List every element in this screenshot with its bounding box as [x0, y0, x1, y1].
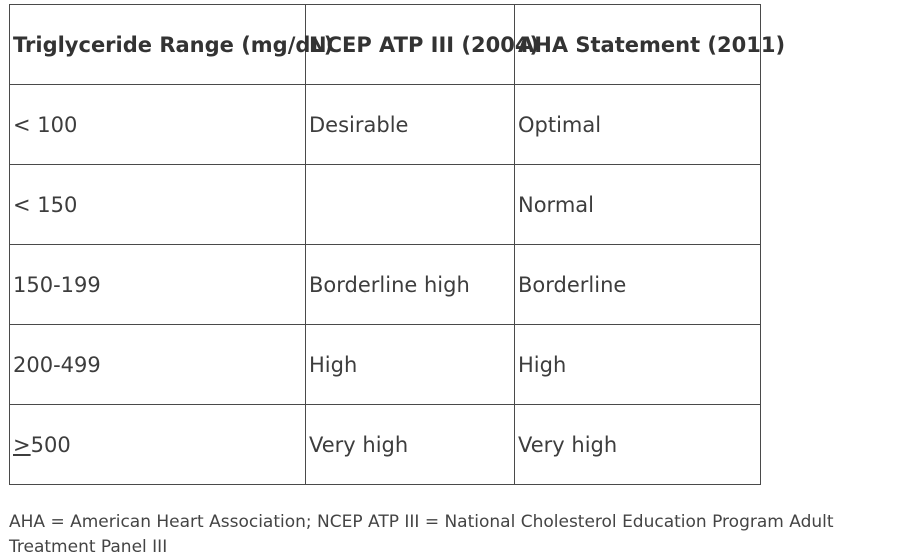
table-row — [10, 245, 761, 325]
cell-range: < 100 — [10, 85, 306, 165]
table-row — [10, 325, 761, 405]
cell-ncep: Desirable — [306, 85, 515, 165]
cell-range-value: 500 — [30, 432, 71, 457]
cell-aha: Normal — [515, 165, 761, 245]
cell-ncep: Borderline high — [306, 245, 515, 325]
table-row — [10, 85, 761, 165]
cell-aha: Borderline — [515, 245, 761, 325]
cell-range: 200-499 — [10, 325, 306, 405]
table-header-row — [10, 5, 761, 85]
cell-range — [10, 405, 306, 485]
header-triglyceride-range: Triglyceride Range (mg/dL) — [10, 5, 306, 85]
table-footnote: AHA = American Heart Association; NCEP ATP III = National Cholesterol Education Program Adult Treatment Panel III — [9, 512, 834, 557]
cell-range: < 150 — [10, 165, 306, 245]
table-row — [10, 165, 761, 245]
cell-ncep: Very high — [306, 405, 515, 485]
header-ncep-atp-iii: NCEP ATP III (2004) — [306, 5, 515, 85]
cell-aha: Very high — [515, 405, 761, 485]
cell-aha: High — [515, 325, 761, 405]
greater-equal-symbol: > — [13, 432, 31, 457]
cell-range: 150-199 — [10, 245, 306, 325]
table-row — [10, 405, 761, 485]
cell-aha: Optimal — [515, 85, 761, 165]
triglyceride-table-container — [9, 4, 786, 485]
triglyceride-classification-table — [9, 4, 786, 485]
header-aha-statement: AHA Statement (2011) — [515, 5, 761, 85]
cell-ncep — [306, 165, 515, 245]
cell-ncep: High — [306, 325, 515, 405]
